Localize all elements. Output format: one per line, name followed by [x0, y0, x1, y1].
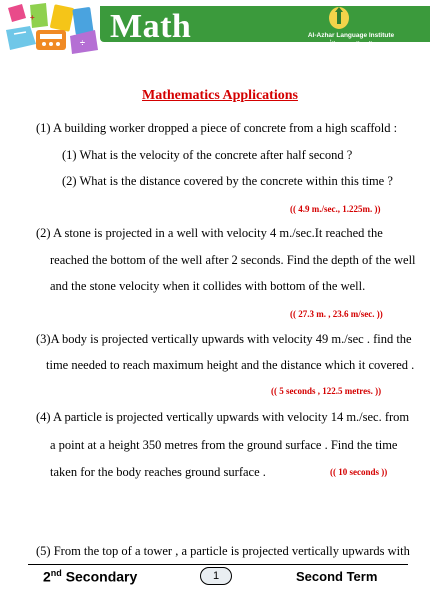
- problem-line: (2) A stone is projected in a well with velocity 4 m./sec.It reached the: [36, 226, 383, 240]
- institute-logo-icon: [328, 6, 350, 30]
- svg-text:+: +: [30, 13, 35, 22]
- grade-label: 2nd Secondary: [43, 568, 138, 585]
- problem-line: (1) What is the velocity of the concrete after half second ?: [62, 148, 353, 162]
- section-title: Mathematics Applications: [142, 88, 298, 103]
- page-header: [0, 0, 440, 70]
- problem-line: time needed to reach maximum height and the distance which it covered .: [46, 358, 415, 372]
- problem-line: taken for the body reaches ground surface .: [50, 465, 266, 479]
- answer-label: (( 27.3 m. , 23.6 m/sec. )): [290, 309, 383, 319]
- problem-line: (5) From the top of a tower , a particle is projected vertically upwards with: [36, 544, 410, 558]
- problem-line: and the stone velocity when it collides with bottom of the well.: [50, 279, 366, 293]
- stationery-icon: [0, 0, 105, 60]
- answer-label: (( 10 seconds )): [330, 467, 388, 477]
- problem-line: (3)A body is projected vertically upwards with velocity 49 m./sec . find the: [36, 332, 412, 346]
- footer-divider: [28, 564, 408, 565]
- problem-line: (2) What is the distance covered by the concrete within this time ?: [62, 174, 393, 188]
- problem-line: a point at a height 350 metres from the ground surface . Find the time: [50, 438, 398, 452]
- answer-label: (( 4.9 m./sec., 1.225m. )): [290, 204, 381, 214]
- term-label: Second Term: [296, 569, 378, 584]
- page-title: Math: [110, 8, 192, 45]
- answer-label: (( 5 seconds , 122.5 metres. )): [271, 386, 382, 396]
- page-number: 1: [200, 567, 232, 585]
- problem-line: (4) A particle is projected vertically upwards with velocity 14 m./sec. from: [36, 410, 410, 424]
- institute-name-en: Al-Azhar Language Institute: [307, 32, 395, 39]
- institute-name-ar: معهد الغد المشرق الأزهري: [314, 40, 388, 48]
- svg-text:÷: ÷: [80, 38, 85, 48]
- problem-line: (1) A building worker dropped a piece of concrete from a high scaffold :: [36, 121, 398, 135]
- problem-line: reached the bottom of the well after 2 seconds. Find the depth of the well: [50, 253, 416, 267]
